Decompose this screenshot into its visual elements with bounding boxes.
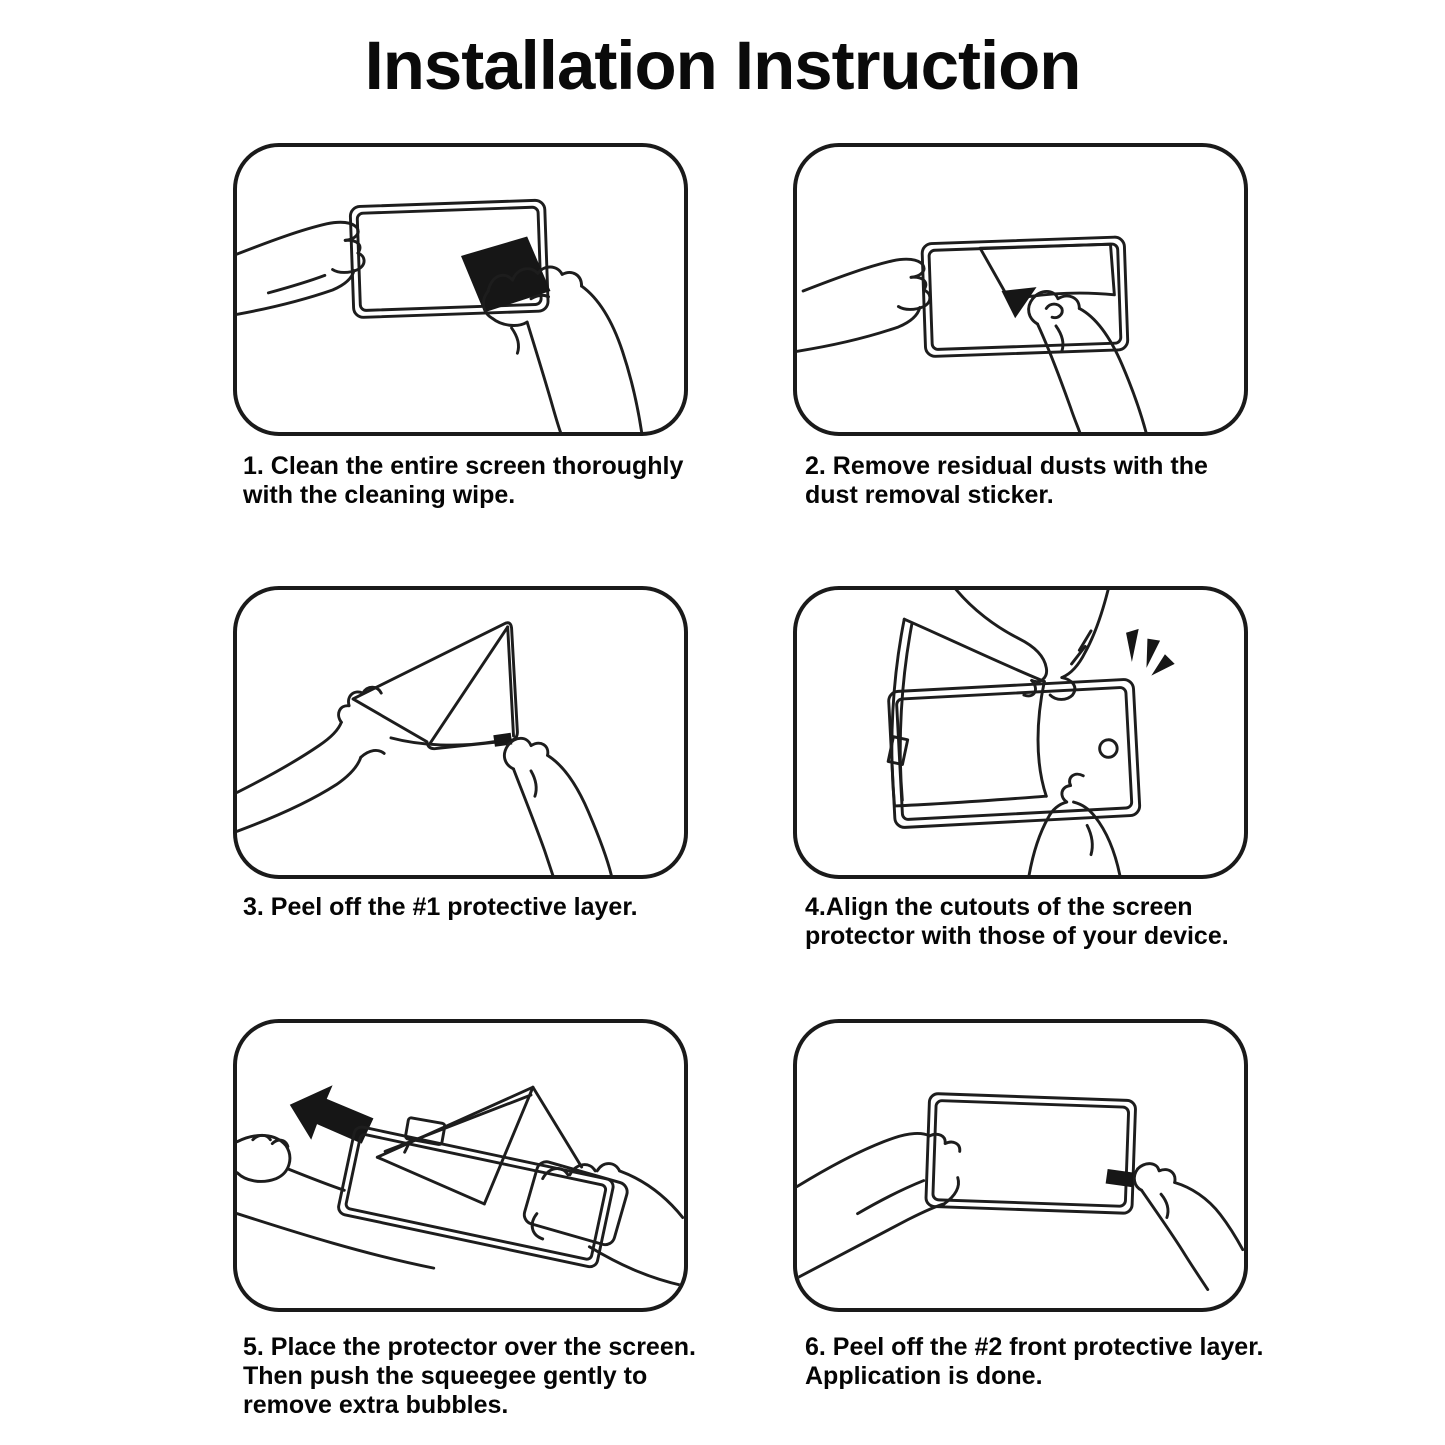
step-5-caption: 5. Place the protector over the screen. Then push the squeegee gently to remove extra bubbles. <box>243 1333 696 1419</box>
right-hand <box>1134 1164 1242 1290</box>
left-hand <box>237 222 364 314</box>
right-hand <box>504 738 611 875</box>
step-1-caption: 1. Clean the entire screen thoroughly with the cleaning wipe. <box>243 452 684 509</box>
tablet <box>337 1126 614 1269</box>
sticker-sheet <box>980 244 1114 297</box>
home-button <box>1099 739 1117 757</box>
step-3-panel <box>233 586 688 879</box>
right-hand-with-card <box>522 1159 683 1285</box>
page-title: Installation Instruction <box>364 27 1081 104</box>
step-3-caption: 3. Peel off the #1 protective layer. <box>243 893 638 921</box>
step-5-panel <box>233 1019 688 1312</box>
peeled-edge <box>391 738 494 745</box>
left-hand <box>797 259 930 351</box>
step-3-illustration <box>237 590 684 875</box>
step-1-illustration <box>237 147 684 432</box>
protective-film-sheet <box>353 623 517 749</box>
bottom-hand <box>1029 774 1120 875</box>
step-4-illustration <box>797 590 1244 875</box>
spark-lines <box>1126 629 1175 676</box>
step-2-caption: 2. Remove residual dusts with the dust removal sticker. <box>805 452 1208 509</box>
left-hand <box>237 687 384 831</box>
step-4-panel <box>793 586 1248 879</box>
step-6-illustration <box>797 1023 1244 1308</box>
right-hand <box>1029 291 1147 432</box>
step-2-illustration <box>797 147 1244 432</box>
step-1-panel <box>233 143 688 436</box>
step-2-panel <box>793 143 1248 436</box>
fold-line <box>430 627 508 744</box>
step-5-illustration <box>237 1023 684 1308</box>
step-6-caption: 6. Peel off the #2 front protective layer. Application is done. <box>805 1333 1264 1390</box>
screen-protector-film <box>888 619 1046 806</box>
step-6-panel <box>793 1019 1248 1312</box>
tablet <box>926 1093 1136 1213</box>
step-4-caption: 4.Align the cutouts of the screen protector with those of your device. <box>805 893 1229 950</box>
peel-tab <box>1106 1169 1135 1187</box>
left-fist <box>237 1135 344 1190</box>
